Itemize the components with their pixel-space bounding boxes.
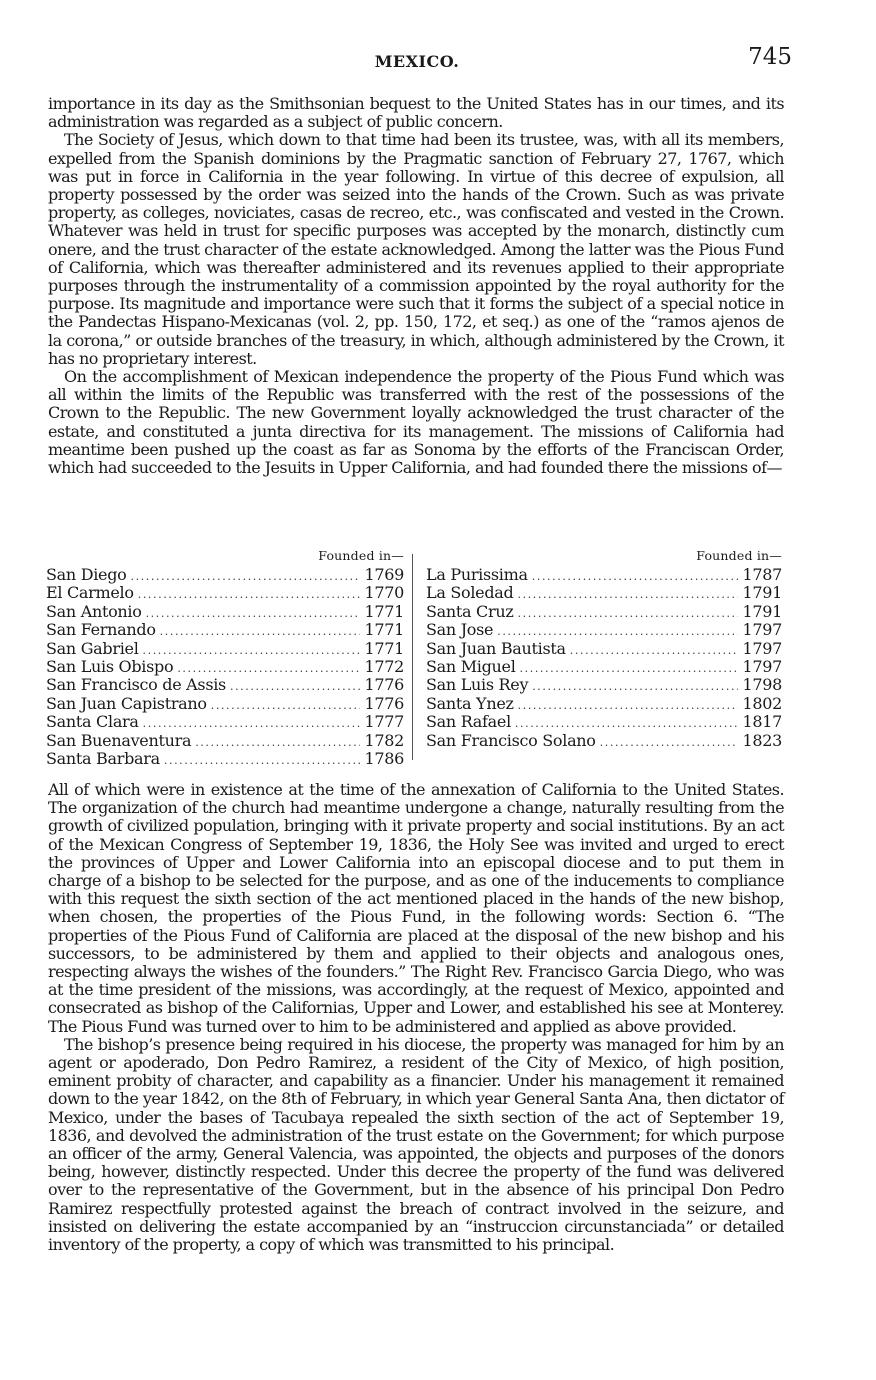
mission-row bbox=[46, 640, 404, 658]
page-header bbox=[46, 44, 792, 76]
dot-leader bbox=[230, 678, 361, 696]
missions-column-left bbox=[46, 546, 404, 768]
dot-leader bbox=[570, 642, 739, 660]
dot-leader bbox=[160, 623, 361, 641]
mission-year: 1776 bbox=[364, 693, 404, 713]
mission-row bbox=[46, 658, 404, 676]
dot-leader bbox=[143, 642, 361, 660]
mission-year: 1771 bbox=[364, 620, 404, 640]
mission-row bbox=[46, 603, 404, 621]
mission-row bbox=[46, 584, 404, 602]
dot-leader bbox=[164, 752, 361, 770]
mission-name: Santa Barbara bbox=[46, 748, 160, 768]
dot-leader bbox=[130, 568, 360, 586]
running-head: MEXICO. bbox=[374, 52, 460, 71]
mission-year: 1777 bbox=[364, 712, 404, 732]
mission-name: La Purissima bbox=[426, 565, 528, 584]
mission-name: San Buenaventura bbox=[46, 730, 192, 750]
mission-row bbox=[46, 713, 404, 731]
mission-year: 1769 bbox=[364, 565, 404, 584]
mission-year: 1797 bbox=[742, 620, 782, 640]
mission-row bbox=[426, 732, 782, 750]
dot-leader bbox=[517, 586, 738, 604]
mission-row bbox=[46, 695, 404, 713]
column-header: Founded in— bbox=[318, 548, 404, 563]
dot-leader bbox=[146, 605, 361, 623]
dot-leader bbox=[138, 586, 361, 604]
mission-year: 1802 bbox=[742, 693, 782, 713]
mission-row bbox=[46, 732, 404, 750]
mission-row bbox=[426, 640, 782, 658]
column-divider bbox=[412, 554, 413, 760]
mission-year: 1817 bbox=[742, 712, 782, 732]
mission-name: San Luis Rey bbox=[426, 675, 529, 695]
text-block-after-table bbox=[48, 781, 784, 1254]
mission-year: 1776 bbox=[364, 675, 404, 695]
page-number: 745 bbox=[748, 44, 792, 70]
mission-year: 1786 bbox=[364, 748, 404, 768]
paragraph-continuation: importance in its day as the Smithsonian bequest to the United States has in our times, and its administration was regarded as a subject of public concern. bbox=[48, 94, 784, 132]
mission-name: San Miguel bbox=[426, 656, 516, 676]
mission-row bbox=[46, 621, 404, 639]
dot-leader bbox=[520, 660, 739, 678]
mission-row bbox=[426, 584, 782, 602]
mission-year: 1772 bbox=[364, 656, 404, 676]
mission-name: Santa Clara bbox=[46, 712, 139, 732]
mission-name: La Soledad bbox=[426, 583, 514, 603]
mission-year: 1770 bbox=[364, 583, 404, 603]
mission-year: 1787 bbox=[742, 565, 782, 584]
mission-year: 1791 bbox=[742, 583, 782, 603]
mission-name: Santa Cruz bbox=[426, 601, 514, 621]
dot-leader bbox=[195, 734, 360, 752]
mission-row bbox=[426, 621, 782, 639]
dot-leader bbox=[518, 605, 739, 623]
mission-name: San Francisco Solano bbox=[426, 730, 596, 750]
dot-leader bbox=[211, 697, 361, 715]
missions-table bbox=[46, 546, 782, 768]
paragraph-bishop-presence: The bishop’s presence being required in his diocese, the property was managed for him by an agent or apoderado, Don Pedro Ramirez, a resident of the City of Mexico, of high position, eminent probity of character, and capability as a financier. Under his management it remained down to the year 1842, on the 8th of February, in which year General Santa Ana, then dictator of Mexico, under the bases of Tacubaya repealed the sixth section of the act of September 19, 1836, and devolved the administration of the trust estate on the Government; for which purpose an officer of the army, General Valencia, was appointed, the objects and purposes of the donors being, however, distinctly respected. Under this decree the property of the fund was delivered over to the representative of the Government, but in the absence of his principal Don Pedro Ramirez respectfully protested against the breach of contract involved in the seizure, and insisted on delivering the estate accompanied by an “instruccion circunstanciada” or detailed inventory of the property, a copy of which was transmitted to his principal. bbox=[48, 1034, 784, 1255]
mission-row bbox=[426, 658, 782, 676]
mission-year: 1823 bbox=[742, 730, 782, 750]
mission-row bbox=[426, 676, 782, 694]
missions-column-right bbox=[426, 546, 782, 750]
mission-row bbox=[426, 566, 782, 584]
mission-name: San Juan Bautista bbox=[426, 638, 566, 658]
mission-year: 1797 bbox=[742, 638, 782, 658]
paragraph-annexation: All of which were in existence at the time of the annexation of California to the United States. The organization of the church had meantime undergone a change, naturally resulting from the growth of civilized population, bringing with it private property and social institutions. By an act of the Mexican Congress of September 19, 1836, the Holy See was invited and urged to erect the provinces of Upper and Lower California into an episcopal diocese and to put them in charge of a bishop to be selected for the purpose, and as one of the inducements to compliance with this request the sixth section of the act mentioned placed in the hands of the new bishop, when chosen, the properties of the Pious Fund, in the following words: Section 6. “The properties of the Pious Fund of California are placed at the disposal of the new bishop and his successors, to be administered by them and applied to their objects and analogous ones, respecting always the wishes of the founders.” The Right Rev. Francisco Garcia Diego, who was at the time president of the missions, was accordingly, at the request of Mexico, appointed and consecrated as bishop of the Californias, Upper and Lower, and established his see at Monterey. The Pious Fund was turned over to him to be administered and applied as above provided. bbox=[48, 780, 784, 1036]
mission-year: 1797 bbox=[742, 656, 782, 676]
mission-name: San Antonio bbox=[46, 601, 142, 621]
paragraph-mexican-independence: On the accomplishment of Mexican independence the property of the Pious Fund which was all within the limits of the Republic was transferred with the rest of the possessions of the Crown to the Republic. The new Government loyally acknowledged the trust character of the estate, and constituted a junta directiva for its management. The missions of California had meantime been pushed up the coast as far as Sonoma by the efforts of the Franciscan Order, which had succeeded to the Jesuits in Upper California, and had founded there the missions of— bbox=[48, 367, 784, 478]
mission-name: San Fernando bbox=[46, 620, 156, 640]
mission-name: San Gabriel bbox=[46, 638, 139, 658]
mission-row bbox=[46, 676, 404, 694]
mission-name: San Luis Obispo bbox=[46, 656, 174, 676]
text-block-before-table bbox=[48, 95, 784, 477]
mission-name: El Carmelo bbox=[46, 583, 134, 603]
mission-name: Santa Ynez bbox=[426, 693, 514, 713]
mission-name: San Diego bbox=[46, 565, 127, 584]
mission-row bbox=[46, 750, 404, 768]
mission-row bbox=[426, 695, 782, 713]
mission-year: 1771 bbox=[364, 601, 404, 621]
mission-name: San Jose bbox=[426, 620, 494, 640]
column-header: Founded in— bbox=[696, 548, 782, 563]
mission-row bbox=[46, 566, 404, 584]
mission-row bbox=[426, 713, 782, 731]
paragraph-society-of-jesus: The Society of Jesus, which down to that time had been its trustee, was, with all its members, expelled from the Spanish dominions by the Pragmatic sanction of February 27, 1767, which was put in force in California in the year following. In virtue of this decree of expulsion, all property possessed by the order was seized into the hands of the Crown. Such as was private property, as colleges, noviciates, casas de recreo, etc., was confiscated and vested in the Crown. Whatever was held in trust for specific purposes was accepted by the monarch, distinctly cum onere, and the trust character of the estate acknowledged. Among the latter was the Pious Fund of California, which was thereafter administered and its revenues applied to their appropriate purposes through the instrumentality of a commission appointed by the royal authority for the purpose. Its magnitude and importance were such that it forms the subject of a special notice in the Pandectas Hispano-Mexicanas (vol. 2, pp. 150, 172, et seq.) as one of the “ramos ajenos de la corona,” or outside branches of the treasury, in which, although administered by the Crown, it has no proprietary interest. bbox=[48, 130, 784, 368]
mission-year: 1798 bbox=[742, 675, 782, 695]
mission-year: 1771 bbox=[364, 638, 404, 658]
dot-leader bbox=[600, 734, 739, 752]
mission-name: San Juan Capistrano bbox=[46, 693, 207, 713]
mission-year: 1782 bbox=[364, 730, 404, 750]
dot-leader bbox=[532, 678, 738, 696]
mission-name: San Francisco de Assis bbox=[46, 675, 226, 695]
mission-name: San Rafael bbox=[426, 712, 511, 732]
dot-leader bbox=[518, 697, 739, 715]
mission-year: 1791 bbox=[742, 601, 782, 621]
mission-row bbox=[426, 603, 782, 621]
dot-leader bbox=[532, 568, 739, 586]
